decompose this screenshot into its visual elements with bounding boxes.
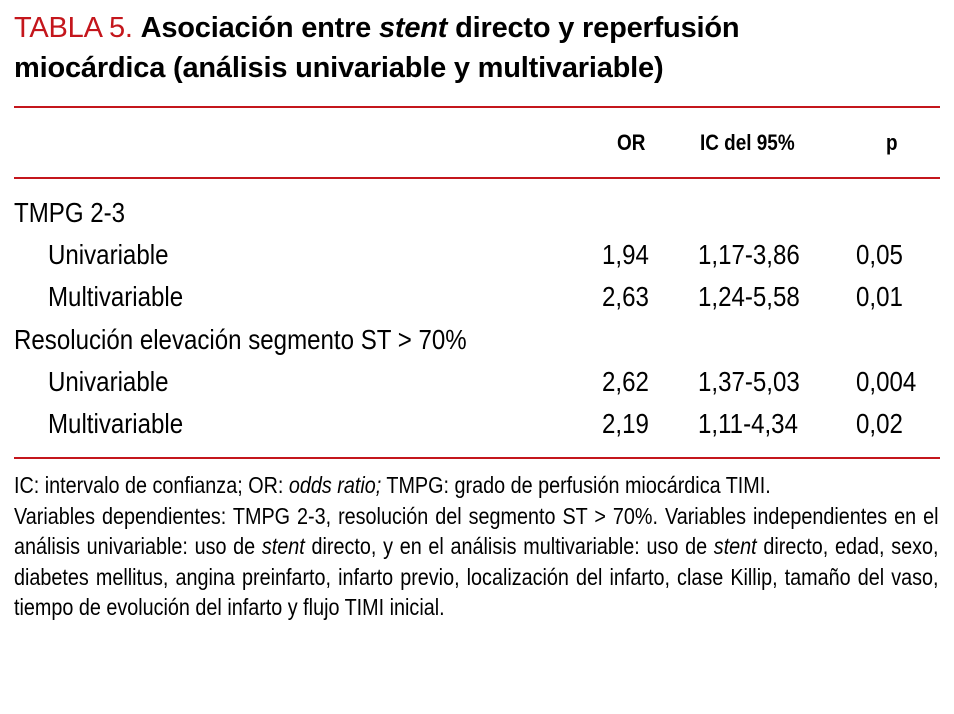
footnote-text: Variables dependientes: TMPG 2-3, resolución del segmento ST > 70%. Variables independientes en el análisis univariable: uso de [14, 502, 939, 559]
cell-or: 2,63 [602, 281, 649, 312]
row-label: Multivariable [48, 408, 184, 439]
top-rule [14, 106, 940, 108]
cell-or: 2,19 [602, 408, 649, 439]
group-label-st-resolution: Resolución elevación segmento ST > 70% [14, 324, 467, 355]
table-row [14, 276, 940, 318]
cell-p: 0,004 [856, 366, 917, 397]
footnote-italic: odds ratio; [288, 472, 382, 498]
cell-ic: 1,37-5,03 [698, 366, 800, 397]
title-line-2: miocárdica (análisis univariable y multivariable) [14, 52, 664, 84]
footnote-italic: stent [713, 533, 757, 559]
table-row [14, 403, 940, 445]
footnote-text: IC: intervalo de confianza; OR: [14, 472, 289, 498]
cell-ic: 1,11-4,34 [698, 408, 798, 439]
table-row [14, 234, 940, 276]
title-part-1: Asociación entre [140, 12, 379, 44]
cell-p: 0,05 [856, 239, 903, 270]
table-footnotes [14, 470, 939, 623]
row-label: Univariable [48, 366, 169, 397]
header-p: p [886, 130, 898, 155]
title-italic-stent: stent [378, 12, 448, 44]
title-part-3: directo y reperfusión [447, 12, 740, 44]
bottom-rule [14, 457, 940, 459]
footnote-abbreviations [14, 470, 939, 501]
row-label: Multivariable [48, 281, 184, 312]
table-title [14, 8, 940, 88]
group-row [14, 192, 940, 234]
group-label-tmpg: TMPG 2-3 [14, 197, 126, 228]
header-rule [14, 177, 940, 179]
footnote-text: directo, edad, sexo, diabetes mellitus, angina preinfarto, infarto previo, localización del infarto, clase Killip, tamaño del vaso, tiempo de evolución del infarto y flujo TIMI inicial. [14, 533, 939, 620]
footnote-variables [14, 501, 939, 623]
cell-ic: 1,24-5,58 [698, 281, 800, 312]
cell-p: 0,01 [856, 281, 903, 312]
footnote-text: TMPG: grado de perfusión miocárdica TIMI. [381, 472, 771, 498]
table-row [14, 361, 940, 403]
group-row [14, 319, 940, 361]
cell-or: 1,94 [602, 239, 649, 270]
header-ic: IC del 95% [700, 130, 795, 155]
table-page [14, 0, 940, 714]
footnote-italic: stent [261, 533, 305, 559]
cell-p: 0,02 [856, 408, 903, 439]
cell-ic: 1,17-3,86 [698, 239, 800, 270]
row-label: Univariable [48, 239, 169, 270]
cell-or: 2,62 [602, 366, 649, 397]
header-or: OR [617, 130, 646, 155]
footnote-text: directo, y en el análisis multivariable: uso de [304, 533, 714, 559]
table-number-label: TABLA 5. [14, 12, 133, 44]
